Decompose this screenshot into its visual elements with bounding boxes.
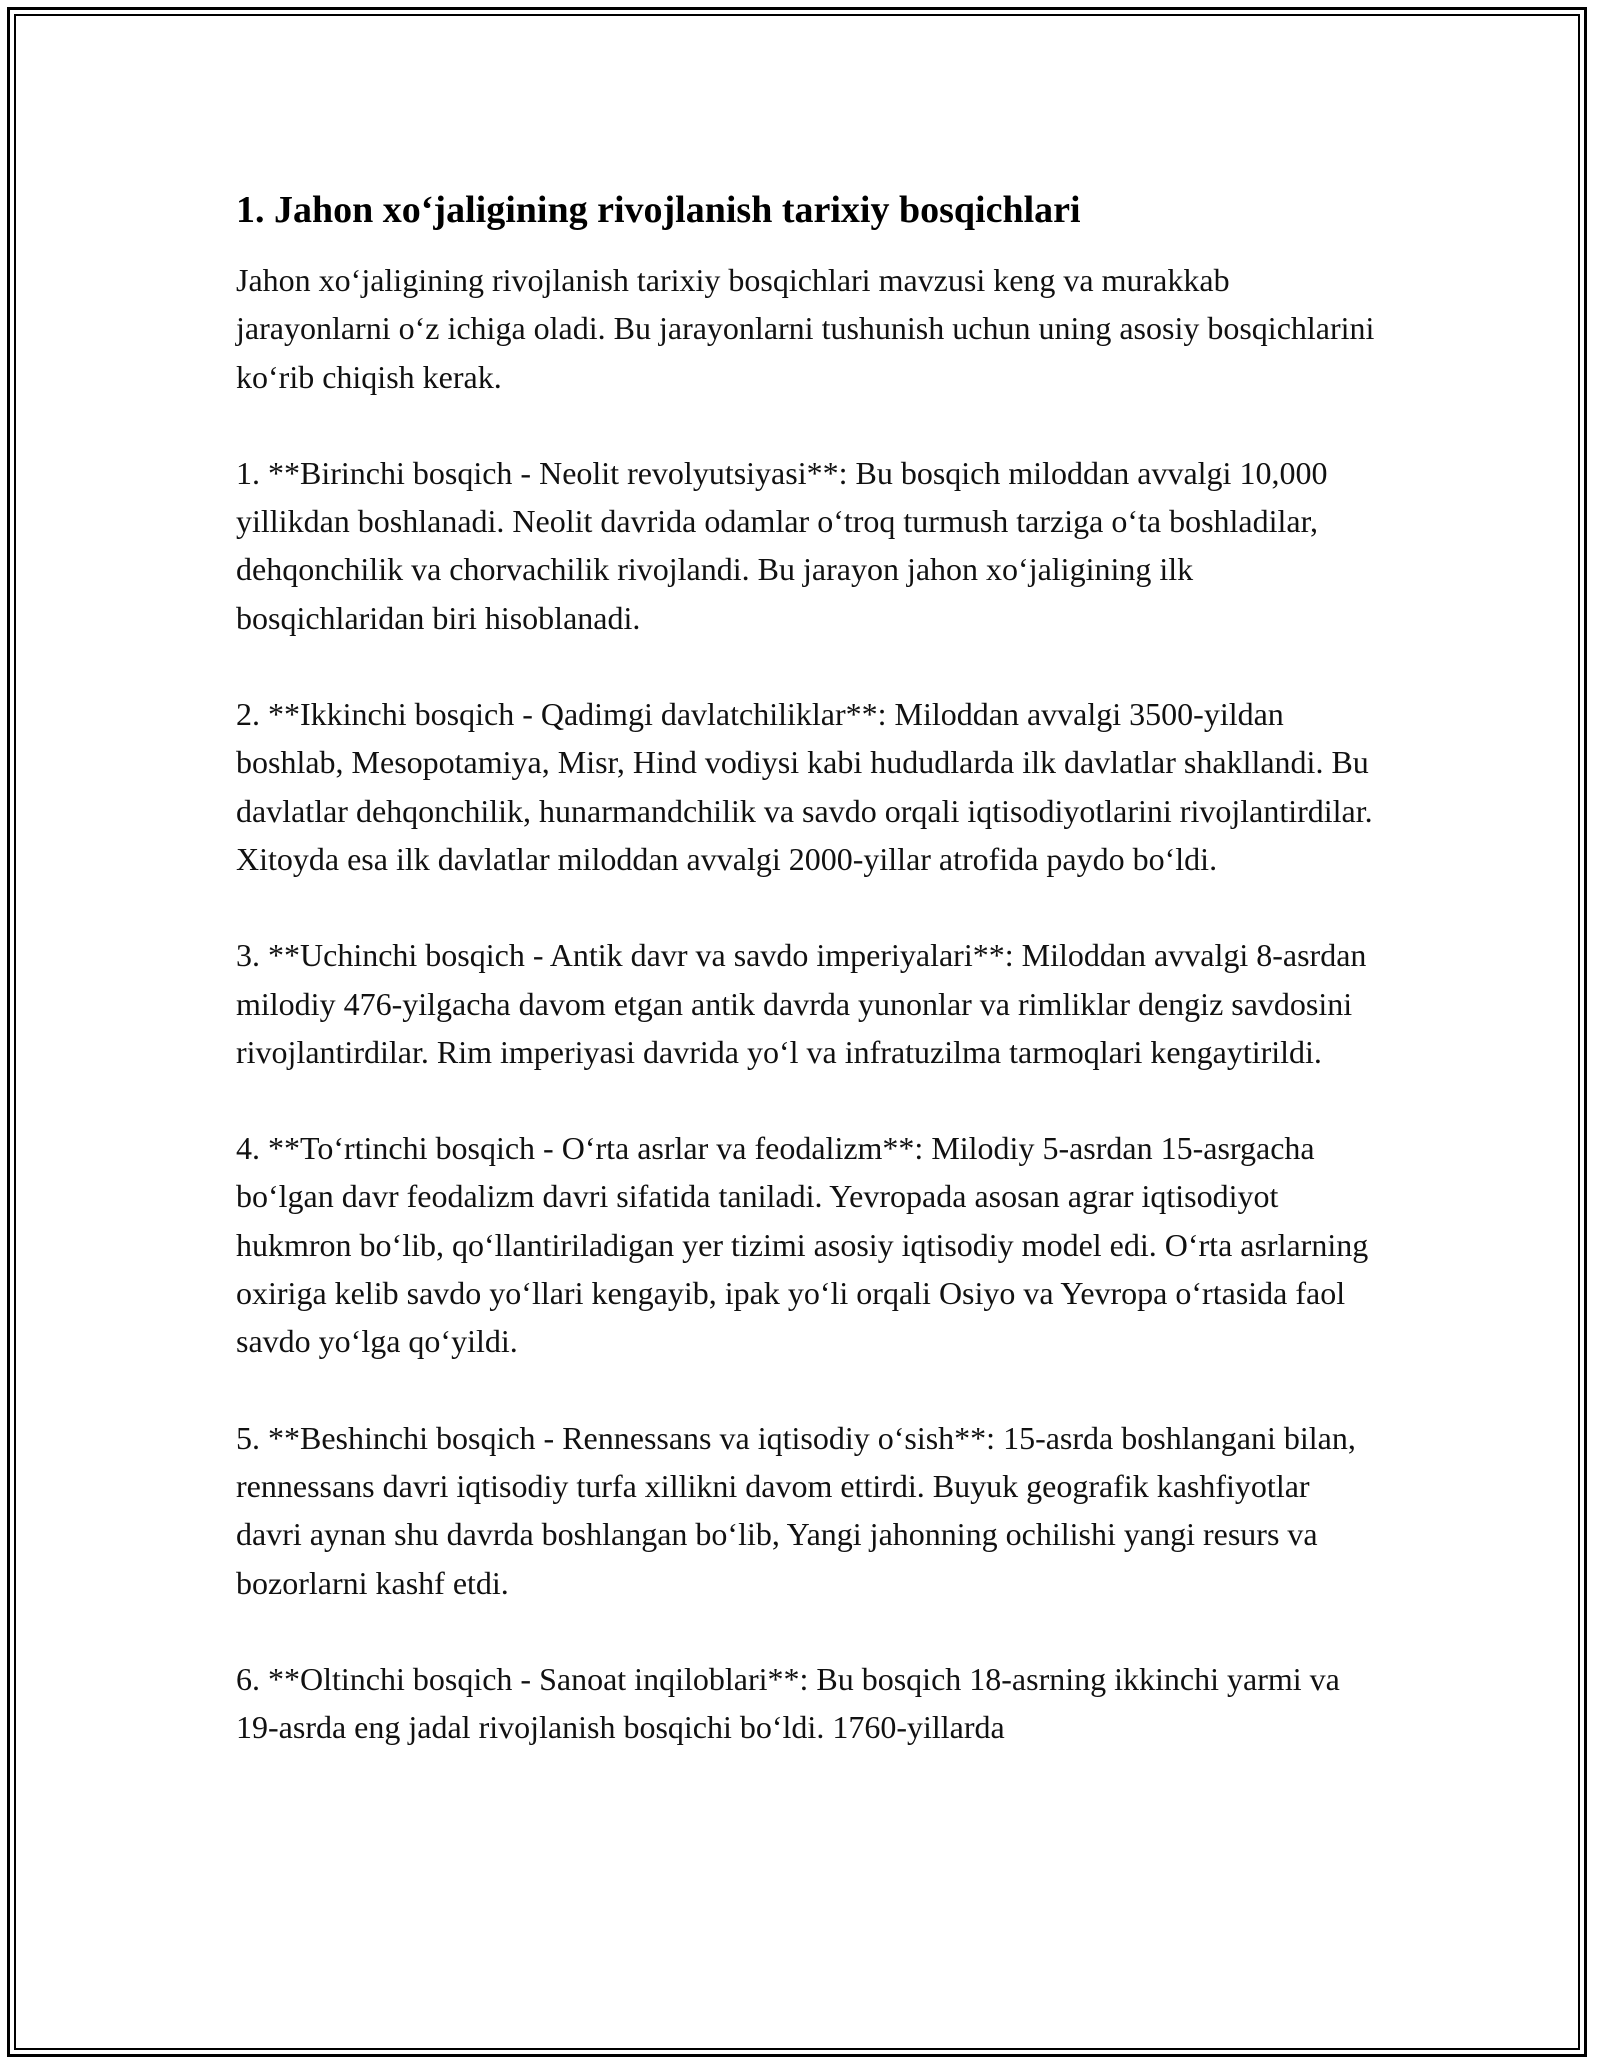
stage-5-paragraph: 5. **Beshinchi bosqich - Rennessans va iqtisodiy o‘sish**: 15-asrda boshlangani bilan, rennessans davri iqtisodiy turfa xillikni davom ettirdi. Buyuk geografik kashfiyotlar davri aynan shu davrda boshlangan bo‘lib, Yangi jahonning ochilishi yangi resurs va bozorlarni kashf etdi. [236, 1419, 1356, 1601]
stage-6-paragraph: 6. **Oltinchi bosqich - Sanoat inqiloblari**: Bu bosqich 18-asrning ikkinchi yarmi va 19-asrda eng jadal rivojlanish bosqichi bo‘ldi. 1760-yillarda [236, 1660, 1340, 1746]
section-heading: 1. Jahon xo‘jaligining rivojlanish tarixiy bosqichlari [236, 189, 1081, 231]
stage-1-paragraph: 1. **Birinchi bosqich - Neolit revolyutsiyasi**: Bu bosqich miloddan avvalgi 10,000 yillikdan boshlanadi. Neolit davrida odamlar o‘troq turmush tarziga o‘ta boshladilar, dehqonchilik va chorvachilik rivojlandi. Bu jarayon jahon xo‘jaligining ilk bosqichlaridan biri hisoblanadi. [236, 454, 1328, 636]
stage-3-paragraph: 3. **Uchinchi bosqich - Antik davr va savdo imperiyalari**: Miloddan avvalgi 8-asrdan milodiy 476-yilgacha davom etgan antik davrda yunonlar va rimliklar dengiz savdosini rivojlantirdilar. Rim imperiyasi davrida yo‘l va infratuzilma tarmoqlari kengaytirildi. [236, 937, 1367, 1070]
stage-2-paragraph: 2. **Ikkinchi bosqich - Qadimgi davlatchiliklar**: Miloddan avvalgi 3500-yildan boshlab, Mesopotamiya, Misr, Hind vodiysi kabi hududlarda ilk davlatlar shakllandi. Bu davlatlar dehqonchilik, hunarmandchilik va savdo orqali iqtisodiyotlarini rivojlantirdilar. Xitoyda esa ilk davlatlar miloddan avvalgi 2000-yillar atrofida paydo bo‘ldi. [236, 696, 1373, 877]
stage-4-paragraph: 4. **To‘rtinchi bosqich - O‘rta asrlar va feodalizm**: Milodiy 5-asrdan 15-asrgacha bo‘lgan davr feodalizm davri sifatida taniladi. Yevropada asosan agrar iqtisodiyot hukmron bo‘lib, qo‘llantiriladigan yer tizimi asosiy iqtisodiy model edi. O‘rta asrlarning oxiriga kelib savdo yo‘llari kengayib, ipak yo‘li orqali Osiyo va Yevropa o‘rtasida faol savdo yo‘lga qo‘yildi. [236, 1130, 1369, 1360]
document-body [236, 186, 1376, 1799]
intro-paragraph: Jahon xo‘jaligining rivojlanish tarixiy bosqichlari mavzusi keng va murakkab jarayonlarni o‘z ichiga oladi. Bu jarayonlarni tushunish uchun uning asosiy bosqichlarini ko‘rib chiqish kerak. [236, 262, 1375, 395]
